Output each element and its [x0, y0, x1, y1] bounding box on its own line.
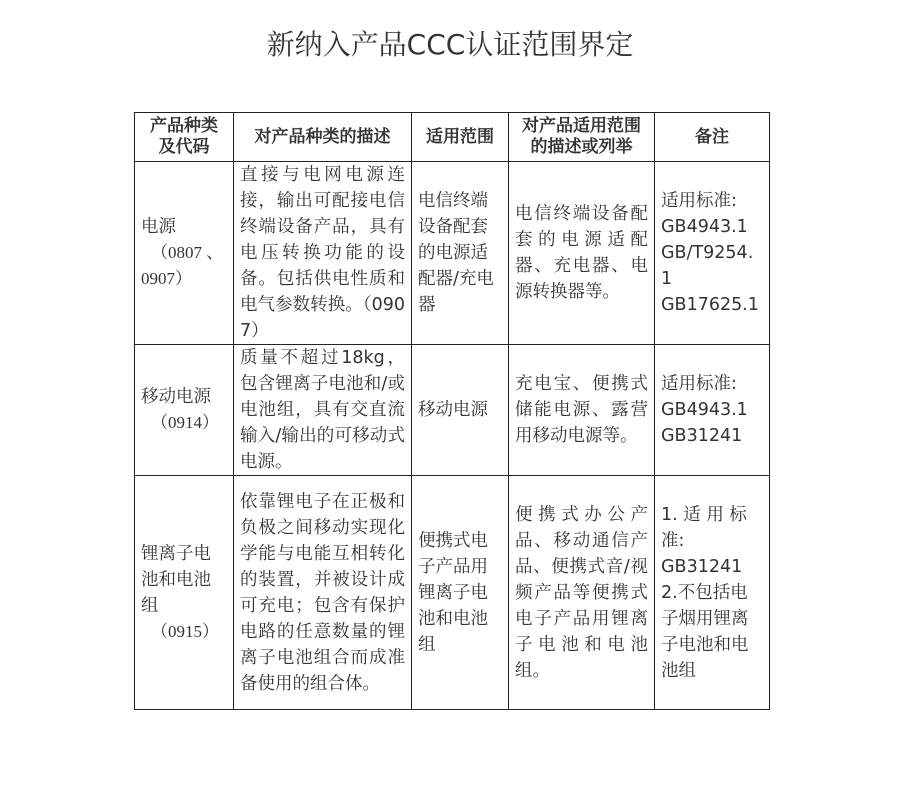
- header-line: 适用范围: [426, 126, 494, 147]
- ccc-scope-table: [134, 112, 770, 710]
- remark-line: GB31241: [661, 426, 743, 446]
- remark-line: GB4943.1: [661, 217, 748, 237]
- page-title: 新纳入产品CCC认证范围界定: [266, 28, 634, 61]
- header-line: 产品种类: [150, 116, 218, 136]
- header-category-description: [234, 113, 412, 162]
- header-remarks: [655, 113, 770, 162]
- remark-line: GB/T9254.1: [661, 243, 754, 289]
- scope-detail-cell: 充电宝、便携式储能电源、露营用移动电源等。: [509, 345, 655, 476]
- table-header-row: [135, 113, 770, 162]
- product-code: （0807 、: [151, 243, 224, 262]
- table-row: [135, 476, 770, 710]
- product-code: （0914）: [151, 413, 219, 432]
- scope-detail-cell: 便携式办公产品、移动通信产品、便携式音/视频产品等便携式电子产品用锂离子电池和电池组。: [509, 476, 655, 710]
- description-cell: 质量不超过18kg，包含锂离子电池和/或电池组，具有交直流输入/输出的可移动式电源。: [234, 345, 412, 476]
- remarks-cell: [655, 476, 770, 710]
- product-name-cell: [135, 162, 234, 345]
- product-code: （0915）: [151, 621, 219, 641]
- scope-cell: 便携式电子产品用锂离子电池和电池组: [412, 476, 509, 710]
- product-code: 0907）: [141, 269, 192, 288]
- scope-cell: 电信终端设备配套的电源适配器/充电器: [412, 162, 509, 345]
- header-line: 对产品种类的描述: [254, 126, 391, 147]
- description-cell: 直接与电网电源连接，输出可配接电信终端设备产品，具有电压转换功能的设备。包括供电性质和电气参数转换。（0907）: [234, 162, 412, 345]
- product-name: 电源: [141, 217, 176, 237]
- remark-line: 适用标准:: [661, 191, 737, 211]
- remark-line: 适用标准:: [661, 374, 737, 394]
- remark-line: GB4943.1: [661, 400, 748, 420]
- table-row: [135, 162, 770, 345]
- product-name: 锂离子电池和电池组: [141, 543, 211, 616]
- remarks-cell: [655, 162, 770, 345]
- header-line: 及代码: [158, 137, 210, 157]
- description-cell: 依靠锂电子在正极和负极之间移动实现化学能与电能互相转化的装置，并被设计成可充电；包含有保护电路的任意数量的锂离子电池组合而成准备使用的组合体。: [234, 476, 412, 710]
- remarks-cell: [655, 345, 770, 476]
- remark-line: GB31241: [661, 556, 743, 577]
- remark-line: 1. 适 用 标准:: [661, 504, 747, 551]
- product-name-cell: [135, 345, 234, 476]
- table-row: [135, 345, 770, 476]
- header-line: 的描述或列举: [530, 137, 633, 157]
- remark-line: 2.不包括电子烟用锂离子电池和电池组: [661, 582, 749, 681]
- header-product-category: [135, 113, 234, 162]
- header-line: 对产品适用范围: [522, 116, 641, 136]
- scope-detail-cell: 电信终端设备配套的电源适配器、充电器、电源转换器等。: [509, 162, 655, 345]
- header-line: 备注: [695, 126, 729, 147]
- header-scope-detail: [509, 113, 655, 162]
- scope-cell: 移动电源: [412, 345, 509, 476]
- product-name: 移动电源: [141, 387, 211, 407]
- remark-line: GB17625.1: [661, 295, 759, 315]
- product-name-cell: [135, 476, 234, 710]
- header-scope: [412, 113, 509, 162]
